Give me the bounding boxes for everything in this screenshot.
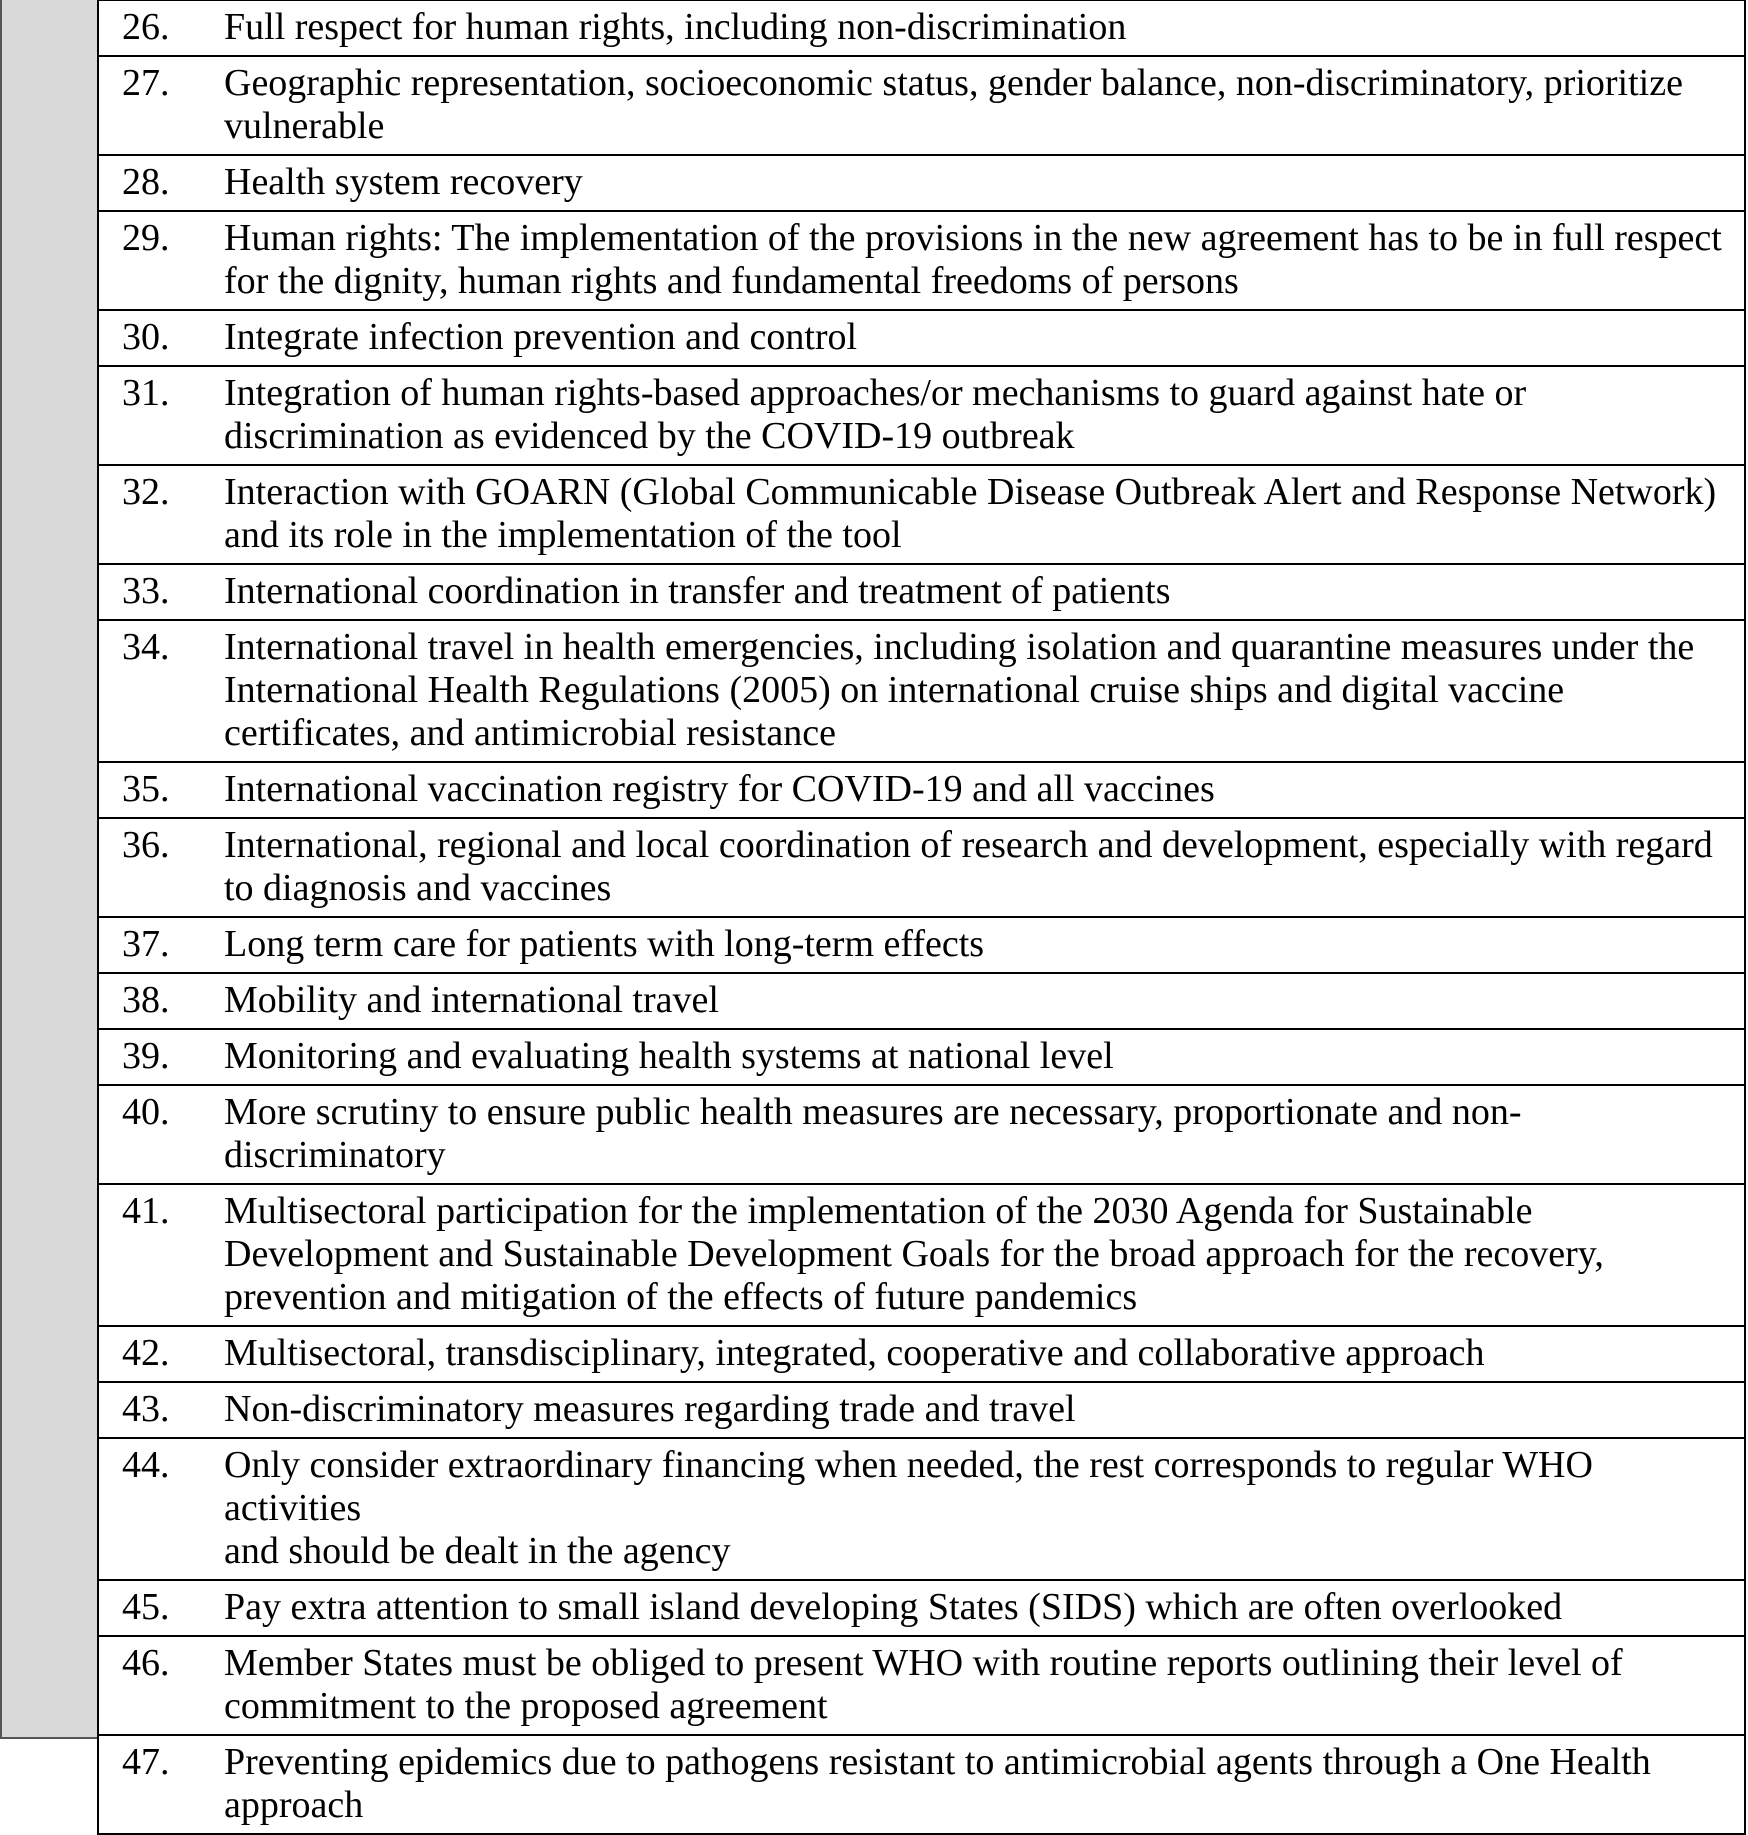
item-text: Health system recovery bbox=[224, 161, 583, 203]
item-text: Integrate infection prevention and control bbox=[224, 316, 858, 358]
row-cell bbox=[98, 1382, 1745, 1438]
row-cell bbox=[98, 564, 1745, 620]
item-text: Member States must be obliged to present WHO with routine reports outlining their level of commitment to the proposed agreement bbox=[224, 1642, 1623, 1727]
item-text: Multisectoral participation for the implementation of the 2030 Agenda for Sustainable Development and Sustainable Development Goals for the broad approach for the recovery, prevention and mitigation of the effects of future pandemics bbox=[224, 1190, 1604, 1318]
item-number: 31. bbox=[122, 372, 170, 414]
item-number: 42. bbox=[122, 1332, 170, 1374]
table-row bbox=[98, 155, 1745, 211]
item-number: 45. bbox=[122, 1586, 170, 1628]
item-text: Monitoring and evaluating health systems at national level bbox=[224, 1035, 1114, 1077]
row-cell bbox=[98, 762, 1745, 818]
table-row bbox=[98, 211, 1745, 310]
row-cell bbox=[98, 1085, 1745, 1184]
item-number: 30. bbox=[122, 316, 170, 358]
row-cell bbox=[98, 973, 1745, 1029]
item-number: 38. bbox=[122, 979, 170, 1021]
item-number: 37. bbox=[122, 923, 170, 965]
table-row bbox=[98, 1438, 1745, 1580]
table-row bbox=[98, 1, 1745, 57]
item-text: Interaction with GOARN (Global Communicable Disease Outbreak Alert and Response Network) and its role in the implementation of the tool bbox=[224, 471, 1717, 556]
item-text: International, regional and local coordination of research and development, especially with regard to diagnosis and vaccines bbox=[224, 824, 1713, 909]
row-cell bbox=[98, 1184, 1745, 1326]
row-cell bbox=[98, 211, 1745, 310]
table-row bbox=[98, 310, 1745, 366]
item-text: Non-discriminatory measures regarding trade and travel bbox=[224, 1388, 1076, 1430]
item-number: 43. bbox=[122, 1388, 170, 1430]
row-cell bbox=[98, 1029, 1745, 1085]
table-row bbox=[98, 1735, 1745, 1834]
table-row bbox=[98, 56, 1745, 155]
table-row bbox=[98, 465, 1745, 564]
item-number: 41. bbox=[122, 1190, 170, 1232]
item-text: Multisectoral, transdisciplinary, integrated, cooperative and collaborative approach bbox=[224, 1332, 1485, 1374]
row-cell bbox=[98, 1326, 1745, 1382]
item-number: 44. bbox=[122, 1444, 170, 1486]
item-text: International coordination in transfer and treatment of patients bbox=[224, 570, 1171, 612]
item-text: International vaccination registry for COVID-19 and all vaccines bbox=[224, 768, 1215, 810]
table-row bbox=[98, 1029, 1745, 1085]
table-row bbox=[98, 1382, 1745, 1438]
row-cell bbox=[98, 366, 1745, 465]
item-number: 33. bbox=[122, 570, 170, 612]
table-row bbox=[98, 917, 1745, 973]
item-number: 39. bbox=[122, 1035, 170, 1077]
table-row bbox=[98, 1326, 1745, 1382]
item-number: 27. bbox=[122, 62, 170, 104]
table-row bbox=[98, 762, 1745, 818]
item-number: 36. bbox=[122, 824, 170, 866]
table-row bbox=[98, 1085, 1745, 1184]
item-text: More scrutiny to ensure public health measures are necessary, proportionate and non- discriminatory bbox=[224, 1091, 1522, 1176]
row-cell bbox=[98, 155, 1745, 211]
table-row bbox=[98, 818, 1745, 917]
row-cell bbox=[98, 818, 1745, 917]
item-number: 40. bbox=[122, 1091, 170, 1133]
row-cell bbox=[98, 1, 1745, 57]
table-row bbox=[98, 620, 1745, 762]
item-text: Human rights: The implementation of the provisions in the new agreement has to be in full respect for the dignity, human rights and fundamental freedoms of persons bbox=[224, 217, 1722, 302]
item-text: Pay extra attention to small island developing States (SIDS) which are often overlooked bbox=[224, 1586, 1563, 1628]
item-number: 35. bbox=[122, 768, 170, 810]
table-row bbox=[98, 1636, 1745, 1735]
row-cell bbox=[98, 1735, 1745, 1834]
item-number: 32. bbox=[122, 471, 170, 513]
item-number: 46. bbox=[122, 1642, 170, 1684]
shaded-left-column bbox=[0, 0, 97, 1739]
item-text: Long term care for patients with long-term effects bbox=[224, 923, 985, 965]
row-cell bbox=[98, 917, 1745, 973]
row-cell bbox=[98, 1438, 1745, 1580]
row-cell bbox=[98, 465, 1745, 564]
item-text: Mobility and international travel bbox=[224, 979, 719, 1021]
item-text: Full respect for human rights, including non-discrimination bbox=[224, 6, 1127, 48]
item-text: Geographic representation, socioeconomic status, gender balance, non-discriminatory, prioritize vulnerable bbox=[224, 62, 1683, 147]
row-cell bbox=[98, 1580, 1745, 1636]
table-row bbox=[98, 1580, 1745, 1636]
item-number: 29. bbox=[122, 217, 170, 259]
item-text: International travel in health emergencies, including isolation and quarantine measures under the International Health Regulations (2005) on international cruise ships and digital vaccine certificates, and antimicrobial resistance bbox=[224, 626, 1695, 754]
table-row bbox=[98, 564, 1745, 620]
row-cell bbox=[98, 1636, 1745, 1735]
row-cell bbox=[98, 620, 1745, 762]
table-row bbox=[98, 973, 1745, 1029]
item-number: 26. bbox=[122, 6, 170, 48]
item-number: 28. bbox=[122, 161, 170, 203]
item-text: Only consider extraordinary financing when needed, the rest corresponds to regular WHO activities and should be dealt in the agency bbox=[224, 1444, 1593, 1572]
table-row bbox=[98, 366, 1745, 465]
row-cell bbox=[98, 310, 1745, 366]
table-row bbox=[98, 1184, 1745, 1326]
items-table bbox=[97, 0, 1746, 1835]
item-text: Preventing epidemics due to pathogens resistant to antimicrobial agents through a One Health approach bbox=[224, 1741, 1651, 1826]
item-text: Integration of human rights-based approaches/or mechanisms to guard against hate or discrimination as evidenced by the COVID-19 outbreak bbox=[224, 372, 1527, 457]
item-number: 47. bbox=[122, 1741, 170, 1783]
row-cell bbox=[98, 56, 1745, 155]
item-number: 34. bbox=[122, 626, 170, 668]
